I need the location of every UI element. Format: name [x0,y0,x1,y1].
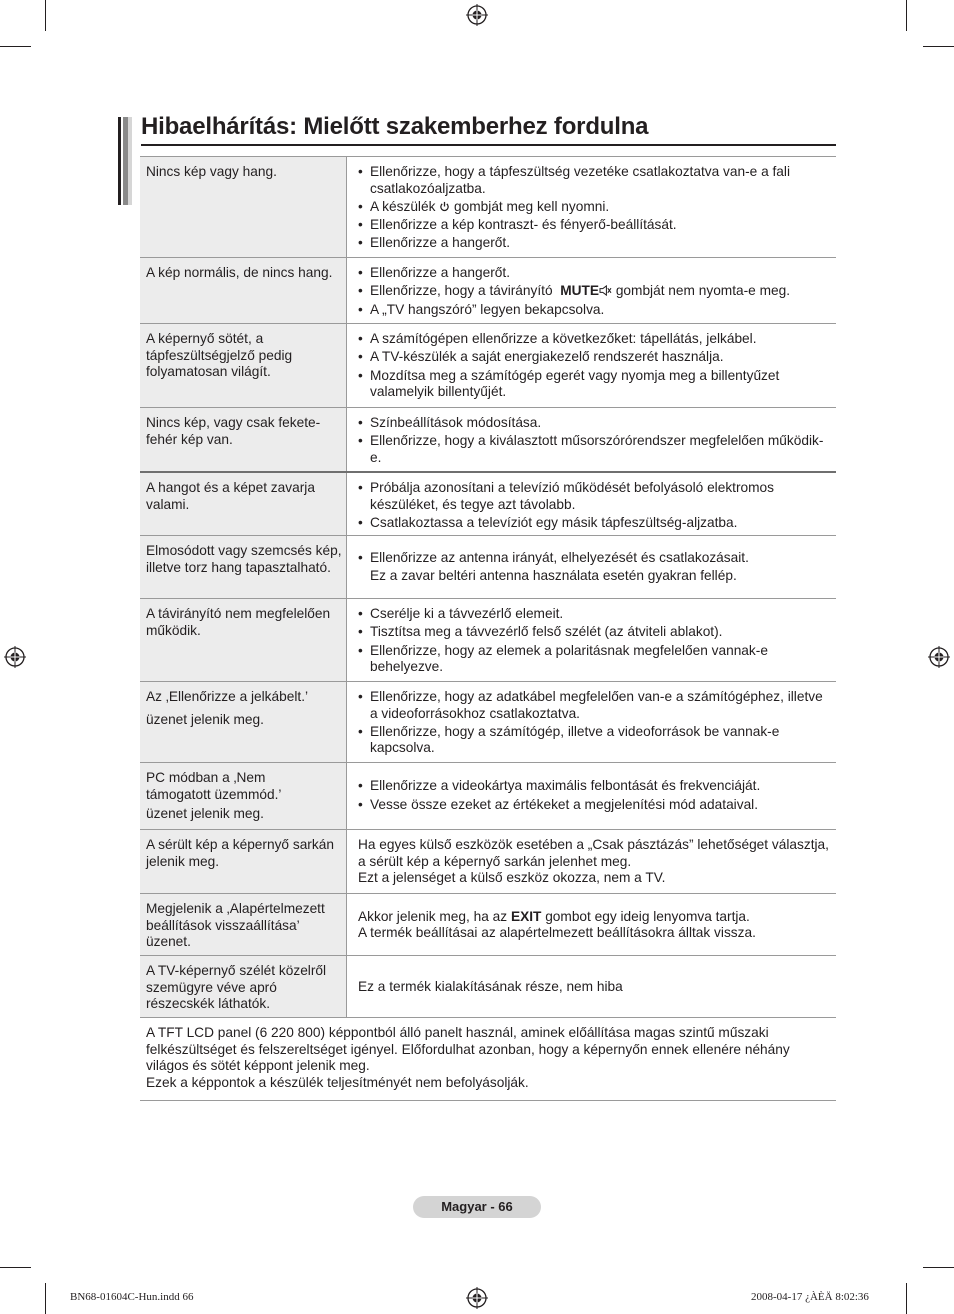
problem-cell: A képernyő sötét, a tápfeszültségjelző pedig folyamatosan világít. [140,324,347,407]
list-item: • Ellenőrizze, hogy a számítógép, illetve a videoforrások be vannak-e kapcsolva. [358,724,830,757]
solution-cell [347,408,836,471]
table-row [140,763,836,830]
list-item: • Cserélje ki a távvezérlő elemeit. [358,606,830,623]
problem-cell: A sérült kép a képernyő sarkán jelenik meg. [140,830,347,893]
table-row [140,156,836,258]
mute-button-label: MUTE [560,283,599,299]
crop-mark [45,1283,46,1314]
list-item: • Vesse össze ezeket az értékeket a megjelenítési mód adataival. [358,797,830,814]
problem-cell: Elmosódott vagy szemcsés kép, illetve torz hang tapasztalható. [140,536,347,598]
table-row [140,536,836,599]
crop-mark [923,46,954,47]
power-icon [439,201,450,212]
solution-cell: Akkor jelenik meg, ha az EXIT gombot egy ideig lenyomva tartja. A termék beállításai az alapértelmezett beállításokra álltak vissza. [358,908,756,940]
list-item: • Ellenőrizze, hogy az elemek a polaritásnak megfelelően vannak-e behelyezve. [358,643,830,676]
list-item: • Ellenőrizze a hangerőt. [358,265,830,282]
table-row [140,408,836,473]
list-item: • Ellenőrizze, hogy az adatkábel megfelelően van-e a számítógéphez, illetve a videoforrásokhoz csatlakoztatva. [358,689,830,722]
table-row [140,258,836,324]
list-item: • Ellenőrizze, hogy a kiválasztott műsorszórórendszer megfelelően működik-e. [358,433,830,466]
problem-cell: A távirányító nem megfelelően működik. [140,599,347,681]
crop-mark [923,1267,954,1268]
list-item: • A készülék gombját meg kell nyomni. [358,199,830,216]
problem-cell: Megjelenik a ‚Alapértelmezett beállítások visszaállítása’ üzenet. [140,894,347,955]
solution-cell [347,682,836,762]
problem-cell: A hangot és a képet zavarja valami. [140,473,347,535]
list-item: • A számítógépen ellenőrizze a következőket: tápellátás, jelkábel. [358,331,830,348]
crop-mark [906,0,907,31]
crop-mark [45,0,46,31]
panel-note: A TFT LCD panel (6 220 800) képpontból álló panelt használ, aminek előállítása magas szintű műszaki felkészültséget és felszereltséget igényel. Előfordulhat azonban, hogy a képernyőn ennek ellenére néhány világos és sötét képpont jelenik meg. Ezek a képpontok a készülék teljesítményét nem befolyásolják. [146,1025,790,1090]
side-accent-bar [118,117,132,205]
file-slug: BN68-01604C-Hun.indd 66 [70,1291,194,1303]
problem-cell: Nincs kép, vagy csak fekete-fehér kép van. [140,408,347,471]
exit-button-label: EXIT [510,908,542,924]
list-item: • Csatlakoztassa a televíziót egy másik tápfeszültség-aljzatba. [358,515,830,532]
table-row [140,956,836,1018]
problem-cell: A TV-képernyő szélét közelről szemügyre véve apró részecskék láthatók. [140,956,347,1017]
list-item: • Ellenőrizze, hogy a távirányító MUTE gombját nem nyomta-e meg. [358,283,830,300]
troubleshooting-table [140,156,836,1101]
solution-cell [347,599,836,681]
list-item: • Mozdítsa meg a számítógép egerét vagy nyomja meg a billentyűzet valamelyik billentyűjét. [358,368,830,401]
table-row [140,1018,836,1101]
print-timestamp: 2008-04-17 ¿ÀÈÄ 8:02:36 [751,1291,869,1303]
list-item: • Ellenőrizze a hangerőt. [358,235,830,252]
solution-cell [347,258,836,323]
table-row [140,830,836,894]
table-row [140,473,836,536]
list-item: • Ellenőrizze a videokártya maximális felbontását és frekvenciáját. [358,778,830,795]
solution-cell: Ha egyes külső eszközök esetében a „Csak pásztázás” lehetőséget választja, a sérült kép a képernyő sarkán jelenhet meg. Ezt a jelenséget a külső eszköz okozza, nem a TV. [358,837,829,885]
registration-mark-icon [928,646,950,668]
list-item: • A „TV hangszóró” legyen bekapcsolva. [358,302,830,319]
list-item: • A TV-készülék a saját energiakezelő rendszerét használja. [358,349,830,366]
solution-cell [347,157,836,257]
list-item: • Ellenőrizze az antenna irányát, elhelyezését és csatlakozásait. [358,550,830,567]
list-item: • Ellenőrizze, hogy a tápfeszültség vezetéke csatlakoztatva van-e a fali csatlakozóaljzatba. [358,164,830,197]
crop-mark [906,1283,907,1314]
mute-speaker-icon [599,285,612,296]
page-title: Hibaelhárítás: Mielőtt szakemberhez fordulna [141,113,649,140]
solution-cell [347,763,836,829]
problem-cell: A kép normális, de nincs hang. [140,258,347,323]
table-row [140,324,836,408]
title-underline [141,144,836,146]
registration-mark-icon [4,646,26,668]
problem-cell: PC módban a ‚Nem támogatott üzemmód.’ üzenet jelenik meg. [140,763,347,829]
page-number-badge: Magyar - 66 [413,1196,541,1218]
solution-cell [347,536,836,598]
problem-cell: Nincs kép vagy hang. [140,157,347,257]
list-item: • Ellenőrizze a kép kontraszt- és fényerő-beállítását. [358,217,830,234]
list-item: • Próbálja azonosítani a televízió működését befolyásoló elektromos készüléket, és tegye azt távolabb. [358,480,830,513]
table-row [140,682,836,763]
crop-mark [0,46,31,47]
solution-note: Ez a zavar beltéri antenna használata esetén gyakran fellép. [370,568,737,584]
crop-mark [0,1267,31,1268]
list-item: • Tisztítsa meg a távvezérlő felső szélét (az átviteli ablakot). [358,624,830,641]
solution-cell [347,473,836,535]
table-row [140,894,836,956]
solution-cell [347,324,836,407]
registration-mark-icon [466,1287,488,1309]
registration-mark-icon [466,4,488,26]
solution-cell: Ez a termék kialakításának része, nem hiba [358,978,623,994]
problem-cell: Az ‚Ellenőrizze a jelkábelt.’ üzenet jelenik meg. [140,682,347,762]
table-row [140,599,836,682]
list-item: • Színbeállítások módosítása. [358,415,830,432]
